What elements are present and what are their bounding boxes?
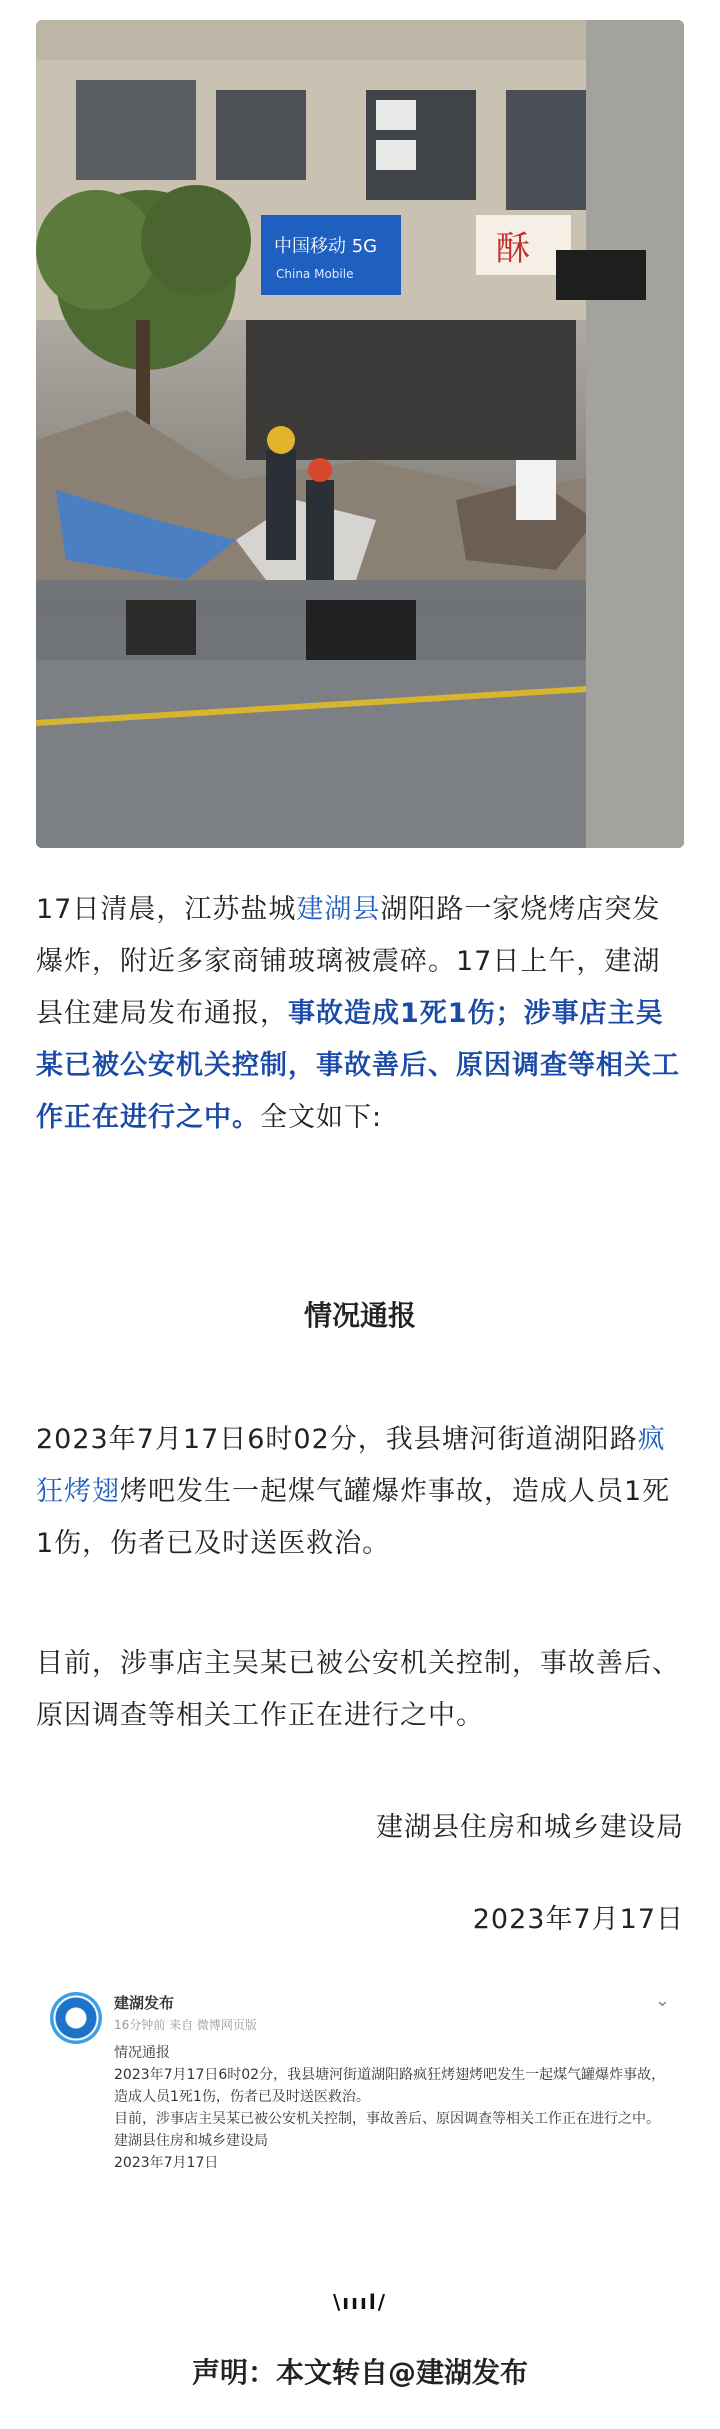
intro-text: 17日清晨，江苏盐城 (36, 894, 297, 925)
intro-text-end: 全文如下: (260, 1102, 383, 1133)
explosion-scene-image (36, 20, 684, 848)
weibo-line: 2023年7月17日 (114, 2155, 219, 2171)
logo-mark-icon: \ıııl/ (332, 2290, 388, 2314)
chevron-down-icon[interactable]: ⌄ (654, 1990, 670, 2011)
avatar[interactable] (50, 1992, 102, 2044)
weibo-post-meta: 16分钟前 来自 微博网页版 (114, 2018, 257, 2032)
notice-paragraph-2: 目前，涉事店主吴某已被公安机关控制，事故善后、原因调查等相关工作正在进行之中。 (36, 1648, 680, 1731)
sign-text: 中国移动 5G (274, 236, 378, 257)
sign-sub: China Mobile (276, 267, 354, 281)
intro-paragraph (36, 884, 684, 1144)
weibo-post-card (36, 1970, 684, 2250)
jianhu-county-link[interactable]: 建湖县 (296, 894, 381, 925)
intro-highlight: 事故造成1死1伤；涉事店主吴某已被公安机关控制，事故善后、原因调查等相关工作正在进行之中。 (36, 998, 680, 1133)
shop-sign: 酥 (496, 229, 530, 269)
signature-date: 2023年7月17日 (472, 1904, 684, 1935)
weibo-account-name[interactable]: 建湖发布 (114, 1994, 175, 2012)
weibo-line: 情况通报 (114, 2045, 170, 2061)
notice-text: 2023年7月17日6时02分，我县塘河街道湖阳路 (36, 1424, 638, 1455)
weibo-line: 2023年7月17日6时02分，我县塘河街道湖阳路疯狂烤翅烤吧发生一起煤气罐爆炸事故，造成人员1死1伤，伤者已及时送医救治。 (114, 2067, 666, 2105)
weibo-line: 目前，涉事店主吴某已被公安机关控制，事故善后、原因调查等相关工作正在进行之中。 (114, 2111, 660, 2127)
signature-org: 建湖县住房和城乡建设局 (376, 1812, 684, 1843)
intro-text-cont: 湖阳路一家烧烤店突发爆炸，附近多家商铺玻璃被震碎。17日上午，建湖县住建局发布通报， (36, 894, 661, 1029)
section-title: 情况通报 (303, 1299, 416, 1332)
weibo-post-body (114, 2042, 674, 2174)
restaurant-link[interactable]: 疯狂烤翅 (36, 1424, 666, 1507)
notice-text-cont: 烤吧发生一起煤气罐爆炸事故，造成人员1死1伤，伤者已及时送医救治。 (36, 1476, 671, 1559)
weibo-line: 建湖县住房和城乡建设局 (114, 2133, 268, 2149)
footer-disclaimer: 声明：本文转自@建湖发布 (191, 2356, 528, 2389)
news-photo (36, 20, 684, 848)
notice-paragraph-1 (36, 1414, 684, 1570)
